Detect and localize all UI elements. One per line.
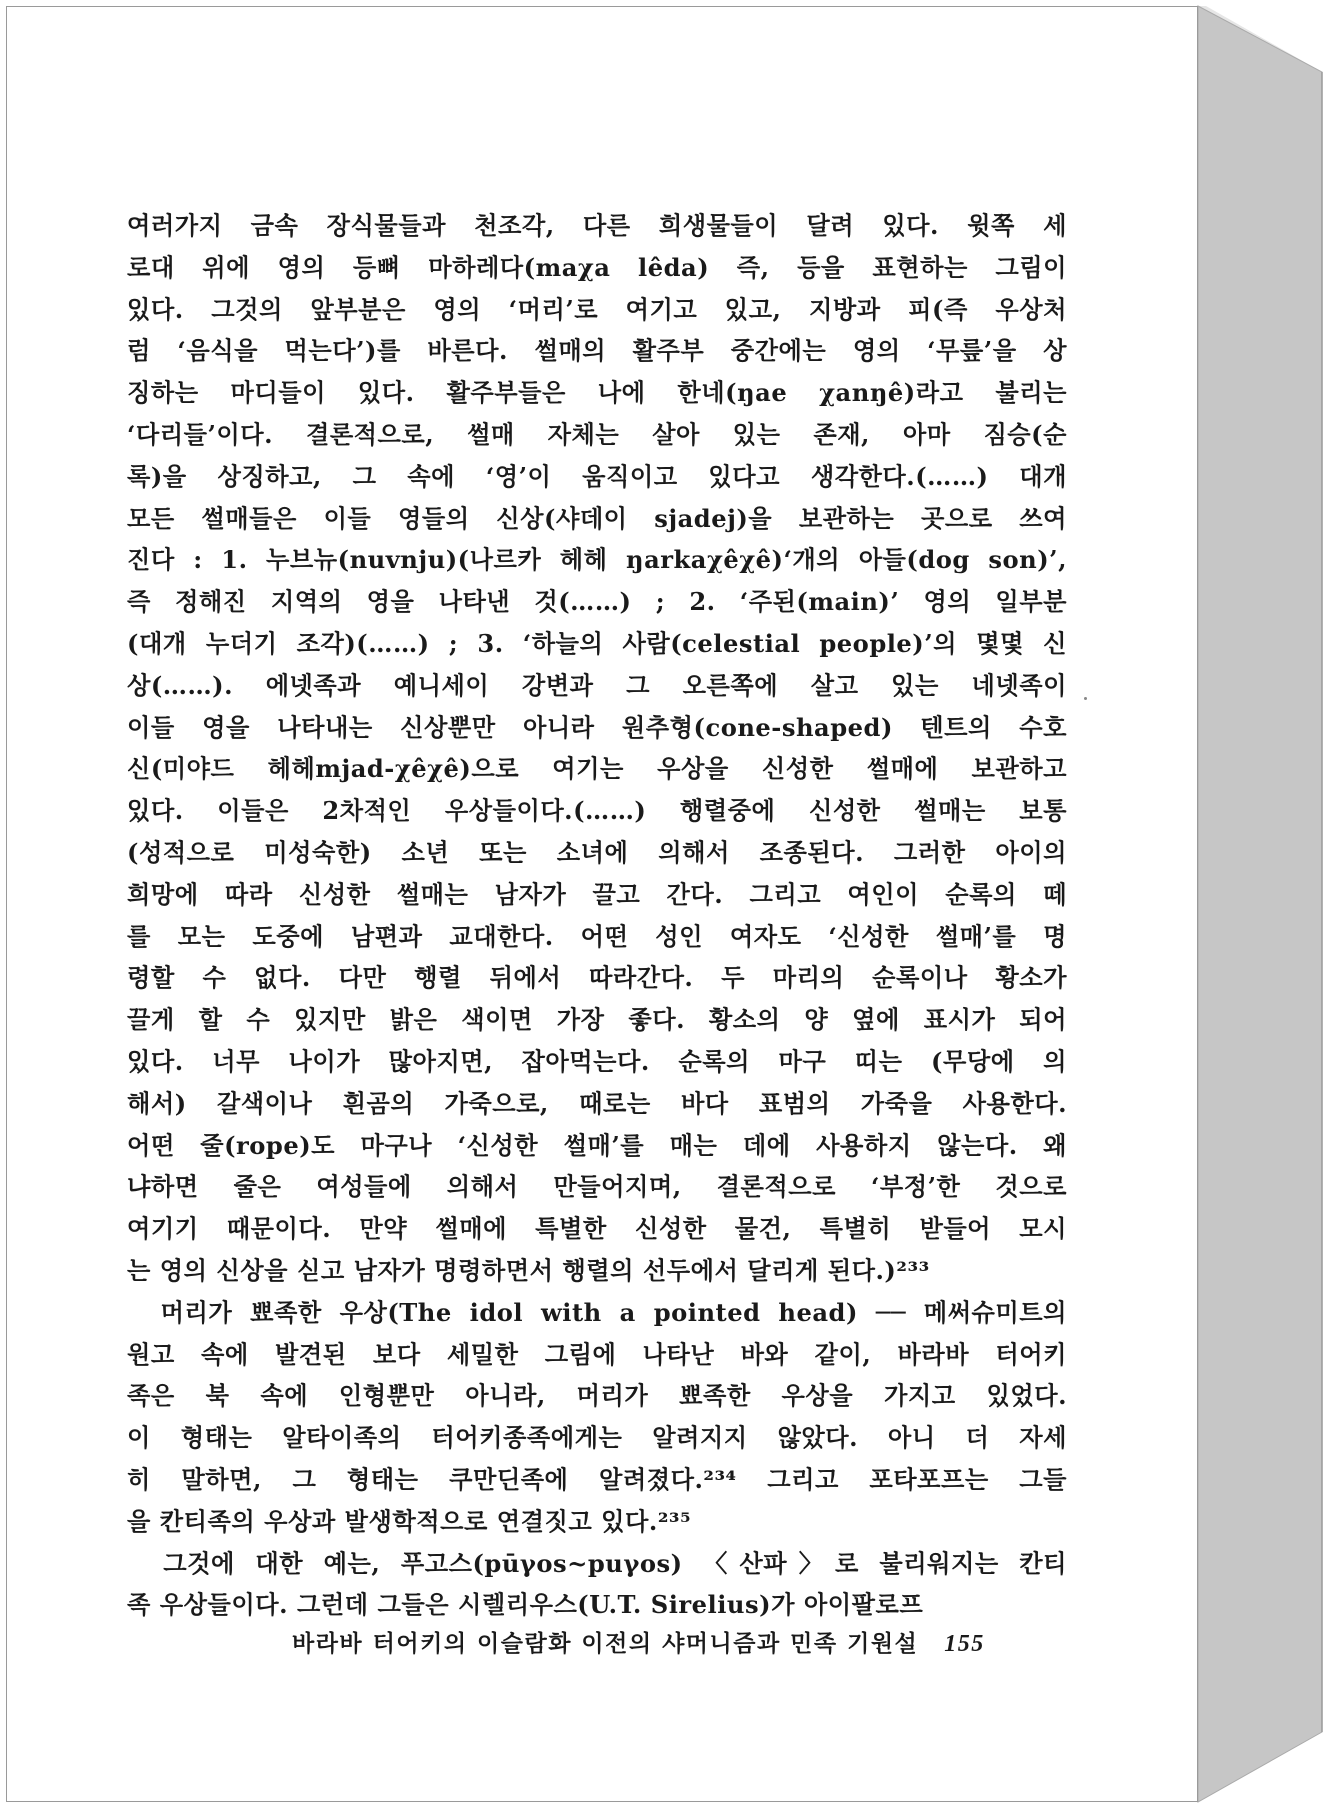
page-body-text [127,205,1067,1626]
text-line: 이 형태는 알타이족의 터어키종족에게는 알려지지 않았다. 아니 더 자세 [127,1423,1067,1453]
text-line: 여러가지 금속 장식물들과 천조각, 다른 희생물들이 달려 있다. 윗쪽 세 [127,211,1067,240]
text-line: 여기기 때문이다. 만약 썰매에 특별한 신성한 물건, 특별히 받들어 모시 [127,1214,1067,1244]
text-line: 록)을 상징하고, 그 속에 ‘영’이 움직이고 있다고 생각한다.(……) 대개 [127,461,1067,491]
text-line: 원고 속에 발견된 보다 세밀한 그림에 나타난 바와 같이, 바라바 터어키 [127,1339,1067,1369]
book-page [6,6,1198,1802]
text-line: 상(……). 에넷족과 예니세이 강변과 그 오른쪽에 살고 있는 네넷족이 [127,670,1067,700]
text-line: 를 모는 도중에 남편과 교대한다. 어떤 성인 여자도 ‘신성한 썰매’를 명 [127,921,1067,951]
text-line: 히 말하면, 그 형태는 쿠만딘족에 알려졌다.²³⁴ 그리고 포타포프는 그들 [127,1464,1067,1494]
text-line: 는 영의 신상을 싣고 남자가 명령하면서 행렬의 선두에서 달리게 된다.)²³³ [127,1255,930,1285]
text-line: 을 칸티족의 우상과 발생학적으로 연결짓고 있다.²³⁵ [127,1506,692,1536]
text-line: 로대 위에 영의 등뼈 마하레다(maχa lêda) 즉, 등을 표현하는 그림이 [127,252,1067,282]
text-line: 진다 : 1. 누브뉴(nuvnju)(나르카 헤헤 ŋarkaχêχê)‘개의 아들(dog son)’, [127,545,1067,575]
page-number: 155 [944,1631,985,1657]
scan-speck [1084,697,1087,700]
text-line: 해서) 갈색이나 흰곰의 가죽으로, 때로는 바다 표범의 가죽을 사용한다. [127,1088,1067,1118]
text-line: (성적으로 미성숙한) 소년 또는 소녀에 의해서 조종된다. 그러한 아이의 [127,837,1067,867]
text-line: 징하는 마디들이 있다. 활주부들은 나에 한네(ŋae χanŋê)라고 불리는 [127,378,1067,408]
text-line: 있다. 이들은 2차적인 우상들이다.(……) 행렬중에 신성한 썰매는 보통 [127,796,1067,826]
text-line: (대개 누더기 조각)(……) ; 3. ‘하늘의 사람(celestial people)’의 몇몇 신 [127,628,1067,658]
page-footer [292,1625,1052,1665]
text-line: 끌게 할 수 있지만 밝은 색이면 가장 좋다. 황소의 양 옆에 표시가 되어 [127,1005,1067,1035]
text-line: 럼 ‘음식을 먹는다’)를 바른다. 썰매의 활주부 중간에는 영의 ‘무릎’을 상 [127,336,1067,366]
text-line: 이들 영을 나타내는 신상뿐만 아니라 원추형(cone-shaped) 텐트의 수호 [127,712,1067,742]
text-line: 신(미야드 헤헤mjad-χêχê)으로 여기는 우상을 신성한 썰매에 보관하고 [127,754,1067,784]
running-title: 바라바 터어키의 이슬람화 이전의 샤머니즘과 민족 기원설 [292,1630,919,1657]
text-line: ‘다리들’이다. 결론적으로, 썰매 자체는 살아 있는 존재, 아마 짐승(순 [127,419,1067,449]
text-line: 머리가 뾰족한 우상(The idol with a pointed head) ── 메써슈미트의 [127,1297,1067,1327]
text-line: 즉 정해진 지역의 영을 나타낸 것(……) ; 2. ‘주된(main)’ 영의 일부분 [127,587,1067,617]
text-line: 희망에 따라 신성한 썰매는 남자가 끌고 간다. 그리고 여인이 순록의 떼 [127,879,1067,909]
text-line: 어떤 줄(rope)도 마구나 ‘신성한 썰매’를 매는 데에 사용하지 않는다. 왜 [127,1130,1067,1160]
text-line: 그것에 대한 예는, 푸고스(pūγos~puγos) 〈산파〉로 불리워지는 칸티 [127,1548,1067,1578]
text-line: 모든 썰매들은 이들 영들의 신상(샤데이 sjadej)을 보관하는 곳으로 쓰여 [127,503,1067,533]
text-line: 족 우상들이다. 그런데 그들은 시렐리우스(U.T. Sirelius)가 아이팔로프 [127,1590,924,1620]
text-line: 령할 수 없다. 다만 행렬 뒤에서 따라간다. 두 마리의 순록이나 황소가 [127,963,1067,993]
text-line: 족은 북 속에 인형뿐만 아니라, 머리가 뾰족한 우상을 가지고 있었다. [127,1381,1067,1411]
page-stack-side [1198,6,1322,1802]
text-line: 있다. 너무 나이가 많아지면, 잡아먹는다. 순록의 마구 띠는 (무당에 의 [127,1046,1067,1076]
text-line: 냐하면 줄은 여성들에 의해서 만들어지며, 결론적으로 ‘부정’한 것으로 [127,1172,1067,1202]
text-line: 있다. 그것의 앞부분은 영의 ‘머리’로 여기고 있고, 지방과 피(즉 우상처 [127,294,1067,324]
